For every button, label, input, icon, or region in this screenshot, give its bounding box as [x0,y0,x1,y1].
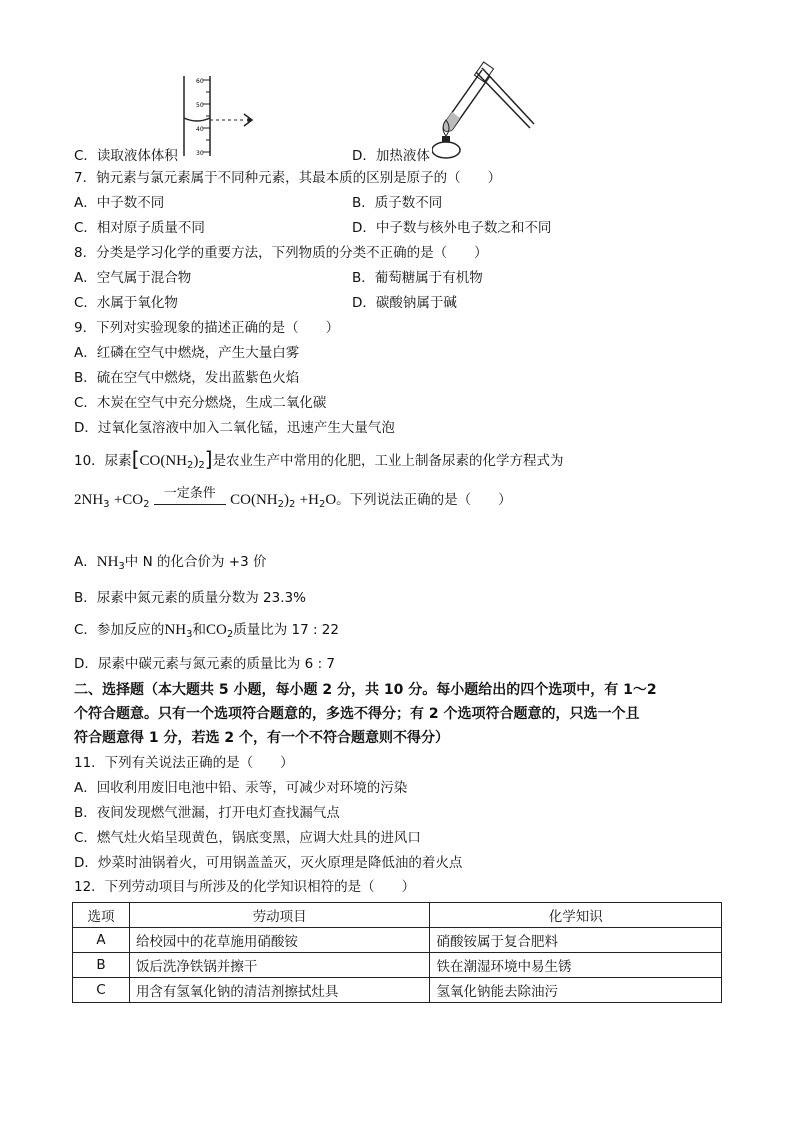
q8-option-d: D．碳酸钠属于碱 [352,295,457,311]
q10-option-d: D．尿素中碳元素与氮元素的质量比为 6 : 7 [74,656,335,672]
q11-stem: 11．下列有关说法正确的是（ ） [74,755,294,771]
q11-option-d: D．炒菜时油锅着火，可用锅盖盖灭，灭火原理是降低油的着火点 [74,855,463,871]
heating-test-tube-figure [432,58,536,160]
reaction-condition: 一定条件 [163,486,216,501]
header-chem-knowledge: 化学知识 [430,903,722,928]
q10-stem: 10．尿素$[CO(NH_2)_2]$是农业生产中常用的化肥，工业上制备尿素的化学方程式为 [74,447,564,471]
table-row: A 给校园中的花草施用硝酸铵 硝酸铵属于复合肥料 [73,928,722,953]
graduated-cylinder-figure [170,74,265,158]
q11-option-b: B．夜间发现燃气泄漏，打开电灯查找漏气点 [74,805,340,821]
q11-option-a: A．回收利用废旧电池中铅、汞等，可减少对环境的污染 [74,780,408,796]
q7-stem: 7．钠元素与氯元素属于不同种元素，其最本质的区别是原子的（ ） [74,170,502,186]
q9-option-a: A．红磷在空气中燃烧，产生大量白雾 [74,345,300,361]
header-option: 选项 [73,903,130,928]
q10-option-a: A．$NH_3$中 N 的化合价为 +3 价 [74,554,267,572]
q10-option-b: B．尿素中氮元素的质量分数为 23.3% [74,590,306,606]
tick-30: 30 [196,150,204,157]
section2-heading-line3: 符合题意得 1 分，若选 2 个，有一个不符合题意则不得分） [74,730,449,746]
table-row: C 用含有氢氧化钠的清洁剂擦拭灶具 氢氧化钠能去除油污 [73,978,722,1003]
q8-stem: 8．分类是学习化学的重要方法，下列物质的分类不正确的是（ ） [74,245,488,261]
q8-option-a: A．空气属于混合物 [74,270,192,286]
header-labor-item: 劳动项目 [129,903,430,928]
q7-option-d: D．中子数与核外电子数之和不同 [352,220,552,236]
q9-option-c: C．木炭在空气中充分燃烧，生成二氧化碳 [74,395,327,411]
q8-option-b: B．葡萄糖属于有机物 [352,270,483,286]
tick-40: 40 [196,126,204,133]
q11-option-c: C．燃气灶火焰呈现黄色，锅底变黑，应调大灶具的进风口 [74,830,421,846]
q8-option-c: C．水属于氧化物 [74,295,178,311]
urea-formula: CO(NH [139,453,187,469]
section2-heading-line1: 二、选择题（本大题共 5 小题，每小题 2 分，共 10 分。每小题给出的四个选项中，有 1～2 [74,682,657,698]
section2-heading-line2: 个符合题意。只有一个选项符合题意的，多选不得分；有 2 个选项符合题意的，只选一个且 [74,706,640,722]
q6-option-d: D．加热液体 [352,148,430,164]
q9-stem: 9．下列对实验现象的描述正确的是（ ） [74,320,340,336]
table-row: B 饭后洗净铁锅并擦干 铁在潮湿环境中易生锈 [73,953,722,978]
tick-60: 60 [196,78,204,85]
q6-option-c: C．读取液体体积 [74,148,178,164]
q12-table [72,902,722,1003]
q7-option-c: C．相对原子质量不同 [74,220,205,236]
q9-option-d: D．过氧化氢溶液中加入二氧化锰，迅速产生大量气泡 [74,420,395,436]
q7-option-b: B．质子数不同 [352,195,443,211]
q10-option-c: C．参加反应的$NH_3$和$CO_2$质量比为 17 : 22 [74,622,339,640]
table-header-row [73,903,722,928]
tick-50: 50 [196,102,204,109]
q9-option-b: B．硫在空气中燃烧，发出蓝紫色火焰 [74,370,300,386]
q10-equation: $2NH_3 +CO_2$ 一定条件 $CO(NH_2)_2 +H_2O$。下列说法正确的是（ ） [74,490,512,515]
q12-stem: 12．下列劳动项目与所涉及的化学知识相符的是（ ） [74,879,416,895]
q7-option-a: A．中子数不同 [74,195,165,211]
